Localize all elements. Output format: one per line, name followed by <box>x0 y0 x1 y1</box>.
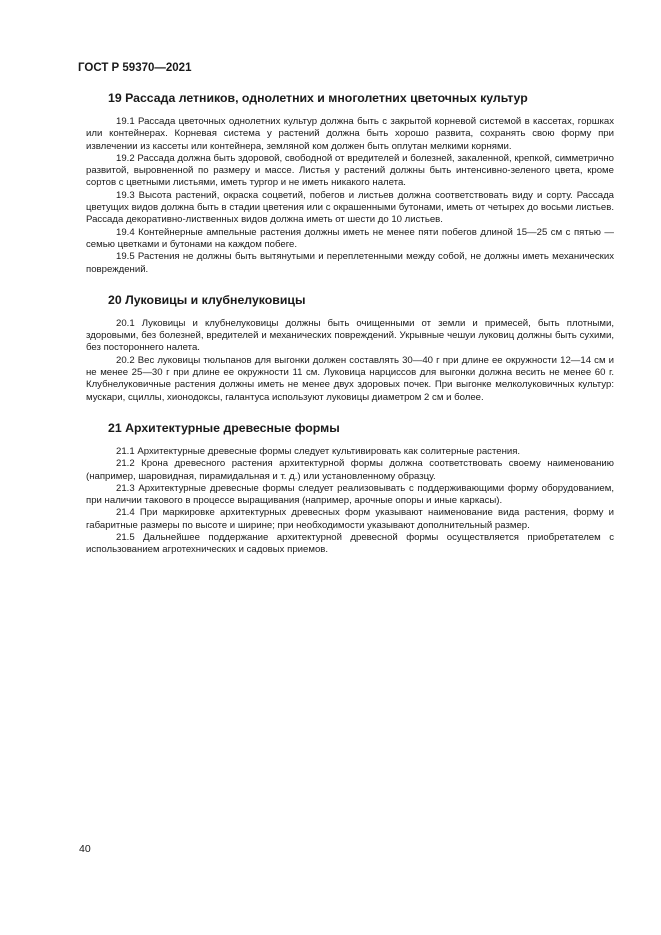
paragraph: 21.1 Архитектурные древесные формы следует культивировать как солитерные растения. <box>116 445 521 457</box>
paragraph: 19.2 Рассада должна быть здоровой, свободной от вредителей и болезней, закаленной, крепкой, симметрично развитой, выровненной по размеру и массе. Листья у растений должны быть интенсивно-зеленого цвета, кроме сортов с цветными листьями, иметь тургор и не иметь никакого налета. <box>86 152 614 189</box>
paragraph: 21.5 Дальнейшее поддержание архитектурной древесной формы осуществляется приобретателем с использованием агротехнических и садовых приемов. <box>86 532 614 556</box>
paragraph: 19.4 Контейнерные ампельные растения должны иметь не менее пяти побегов длиной 15—25 см с пятью — семью цветками и бутонами на каждом побеге. <box>86 226 614 250</box>
paragraph: 19.5 Растения не должны быть вытянутыми и переплетенными между собой, не должны иметь механических повреждений. <box>86 251 614 275</box>
section-20 <box>86 292 614 404</box>
document-body <box>86 90 614 573</box>
paragraph: 21.2 Крона древесного растения архитектурной формы должна соответствовать своему наименованию (например, шаровидная, пирамидальная и т. д.) или установленному образцу. <box>86 458 614 482</box>
section-title: 19 Рассада летников, однолетних и многолетних цветочных культур <box>108 91 528 105</box>
page-number: 40 <box>79 843 91 855</box>
paragraph: 19.3 Высота растений, окраска соцветий, побегов и листьев должна соответствовать виду и сорту. Рассада цветущих видов должна быть в стадии цветения или с окрашенными бутонами, иметь от четырех до восьми листьев. Рассада декоративно-лиственных видов должна иметь от шести до 10 листьев. <box>86 189 614 226</box>
standard-code: ГОСТ Р 59370—2021 <box>78 62 192 74</box>
paragraph: 20.2 Вес луковицы тюльпанов для выгонки должен составлять 30—40 г при длине ее окружности 12—14 см и не менее 25—30 г при длине ее окружности 11 см. Луковица нарциссов для выгонки должна весить не менее 60 г. Клубнелуковичные растения должны иметь не менее двух здоровых почек. При выгонке мелколуковичных культур: мускари, сциллы, хионодоксы, галантуса используют луковицы диаметром 2 см и более. <box>86 354 614 403</box>
paragraph: 19.1 Рассада цветочных однолетних культур должна быть с закрытой корневой системой в кассетах, горшках или контейнерах. Корневая система у растений должна быть хорошо развита, сохранять свою форму при извлечении из кассеты или контейнера, земляной ком должен быть оплутан мелкими корнями. <box>86 116 614 152</box>
section-21 <box>86 420 614 557</box>
paragraph: 21.3 Архитектурные древесные формы следует реализовывать с поддерживающими форму оборудованием, при наличии такового в процессе выращивания (например, арочные опоры и иные каркасы). <box>86 482 614 507</box>
paragraph: 20.1 Луковицы и клубнелуковицы должны быть очищенными от земли и примесей, быть плотными, здоровыми, без болезней, вредителей и механических повреждений. Укрывные чешуи луковиц должны быть сухими, без постороннего налета. <box>86 317 614 354</box>
section-title: 21 Архитектурные древесные формы <box>108 420 340 435</box>
section-19 <box>86 90 614 276</box>
paragraph: 21.4 При маркировке архитектурных древесных форм указывают наименование вида растения, форму и габаритные размеры по высоте и ширине; при необходимости указывают дополнительный размер. <box>86 507 614 531</box>
section-title: 20 Луковицы и клубнелуковицы <box>108 292 306 307</box>
